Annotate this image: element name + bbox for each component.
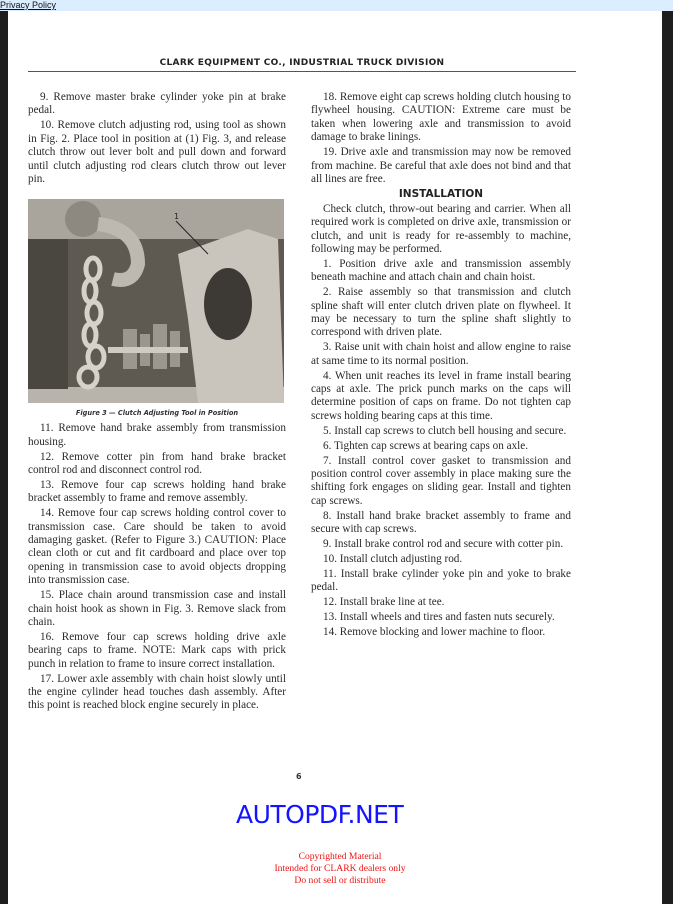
- installation-step: 6. Tighten cap screws at bearing caps on axle.: [323, 439, 529, 452]
- left-column: [28, 91, 286, 714]
- installation-step: 12. Install brake line at tee.: [323, 596, 445, 609]
- installation-heading: INSTALLATION: [398, 187, 484, 200]
- installation-step: 4. When unit reaches its level in frame install bearing caps at axle. The prick punch marks on the caps will determine position of caps on frame. Do not tighten cap screws holding bearing caps at this time.: [311, 369, 571, 422]
- installation-step: 10. Install clutch adjusting rod.: [323, 552, 463, 565]
- installation-step: 9. Install brake control rod and secure with cotter pin.: [323, 538, 564, 550]
- copyright-line: Intended for CLARK dealers only: [274, 863, 406, 874]
- privacy-policy-link[interactable]: Privacy Policy: [0, 0, 57, 10]
- copyright-notice: [240, 851, 440, 887]
- installation-step: 11. Install brake cylinder yoke pin and yoke to brake pedal.: [311, 567, 571, 594]
- step-paragraph: 16. Remove four cap screws holding drive axle bearing caps to frame. NOTE: Mark caps with prick punch in relation to frame to insure correct installation.: [28, 630, 286, 670]
- step-paragraph: 18. Remove eight cap screws holding clutch housing to flywheel housing. CAUTION: Extreme care must be taken when lowering axle and transmission to avoid damage to brake linings.: [311, 91, 571, 144]
- transmission-photo: [28, 199, 284, 403]
- running-header: CLARK EQUIPMENT CO., INDUSTRIAL TRUCK DIVISION: [159, 58, 445, 68]
- step-paragraph: 17. Lower axle assembly with chain hoist slowly until the engine cylinder head touches dash assembly. After this point is reached block engine securely in place.: [28, 672, 286, 712]
- header-divider: [28, 71, 576, 72]
- page-number: 6: [296, 772, 302, 781]
- installation-step: 5. Install cap screws to clutch bell housing and secure.: [323, 424, 567, 437]
- copyright-line: Do not sell or distribute: [294, 875, 386, 886]
- installation-step: 8. Install hand brake bracket assembly to frame and secure with cap screws.: [311, 509, 571, 536]
- step-paragraph: 10. Remove clutch adjusting rod, using tool as shown in Fig. 2. Place tool in position at (1) Fig. 3, and release clutch throw out lever bolt and pull down and forward until clutch adjusting rod clears clutch throw out lever pin.: [28, 119, 286, 185]
- installation-step: 2. Raise assembly so that transmission and clutch spline shaft will enter clutch driven plate on flywheel. It may be necessary to turn the spline shaft slightly to correspond with driven plate.: [311, 286, 571, 339]
- installation-step: 3. Raise unit with chain hoist and allow engine to raise at same time to its normal position.: [311, 341, 571, 367]
- step-paragraph: 13. Remove four cap screws holding hand brake bracket assembly to frame and remove assembly.: [28, 478, 286, 505]
- figure-3-photo: [28, 199, 284, 403]
- figure-callout: 1: [174, 212, 180, 222]
- step-paragraph: 9. Remove master brake cylinder yoke pin at brake pedal.: [28, 91, 286, 117]
- step-paragraph: 11. Remove hand brake assembly from transmission housing.: [28, 422, 286, 448]
- top-bar: [0, 0, 673, 11]
- figure-caption: Figure 3 — Clutch Adjusting Tool in Position: [75, 409, 239, 418]
- installation-step: 7. Install control cover gasket to transmission and position control cover assembly in place making sure the shifting fork engages on sliding gear. Install and tighten cap screws.: [311, 454, 571, 507]
- step-paragraph: 12. Remove cotter pin from hand brake bracket control rod and disconnect control rod.: [28, 450, 286, 476]
- installation-step: Check clutch, throw-out bearing and carrier. When all required work is completed on drive axle, transmission or clutch, and unit is ready for re-assembly to machine, following may be performed.: [311, 202, 571, 255]
- step-paragraph: 19. Drive axle and transmission may now be removed from machine. Be careful that axle does not bind and that all lines are free.: [311, 146, 571, 185]
- watermark-text: AUTOPDF.NET: [236, 800, 404, 829]
- right-scroll-frame[interactable]: [662, 11, 673, 904]
- right-column: [311, 91, 571, 641]
- copyright-line: Copyrighted Material: [298, 851, 382, 862]
- installation-step: 14. Remove blocking and lower machine to floor.: [323, 625, 546, 638]
- step-paragraph: 14. Remove four cap screws holding control cover to transmission case. Care should be taken to avoid damaging gasket. (Refer to Figure 3.) CAUTION: Place clean cloth or cut and fit cardboard and place over top opening in transmission case to avoid objects dropping into transmission case.: [28, 507, 286, 587]
- step-paragraph: 15. Place chain around transmission case and install chain hoist hook as shown in Fig. 3. Remove slack from chain.: [28, 589, 286, 628]
- left-frame: [0, 11, 8, 904]
- installation-step: 13. Install wheels and tires and fasten nuts securely.: [323, 611, 555, 624]
- installation-step: 1. Position drive axle and transmission assembly beneath machine and attach chain and chain hoist.: [311, 257, 571, 284]
